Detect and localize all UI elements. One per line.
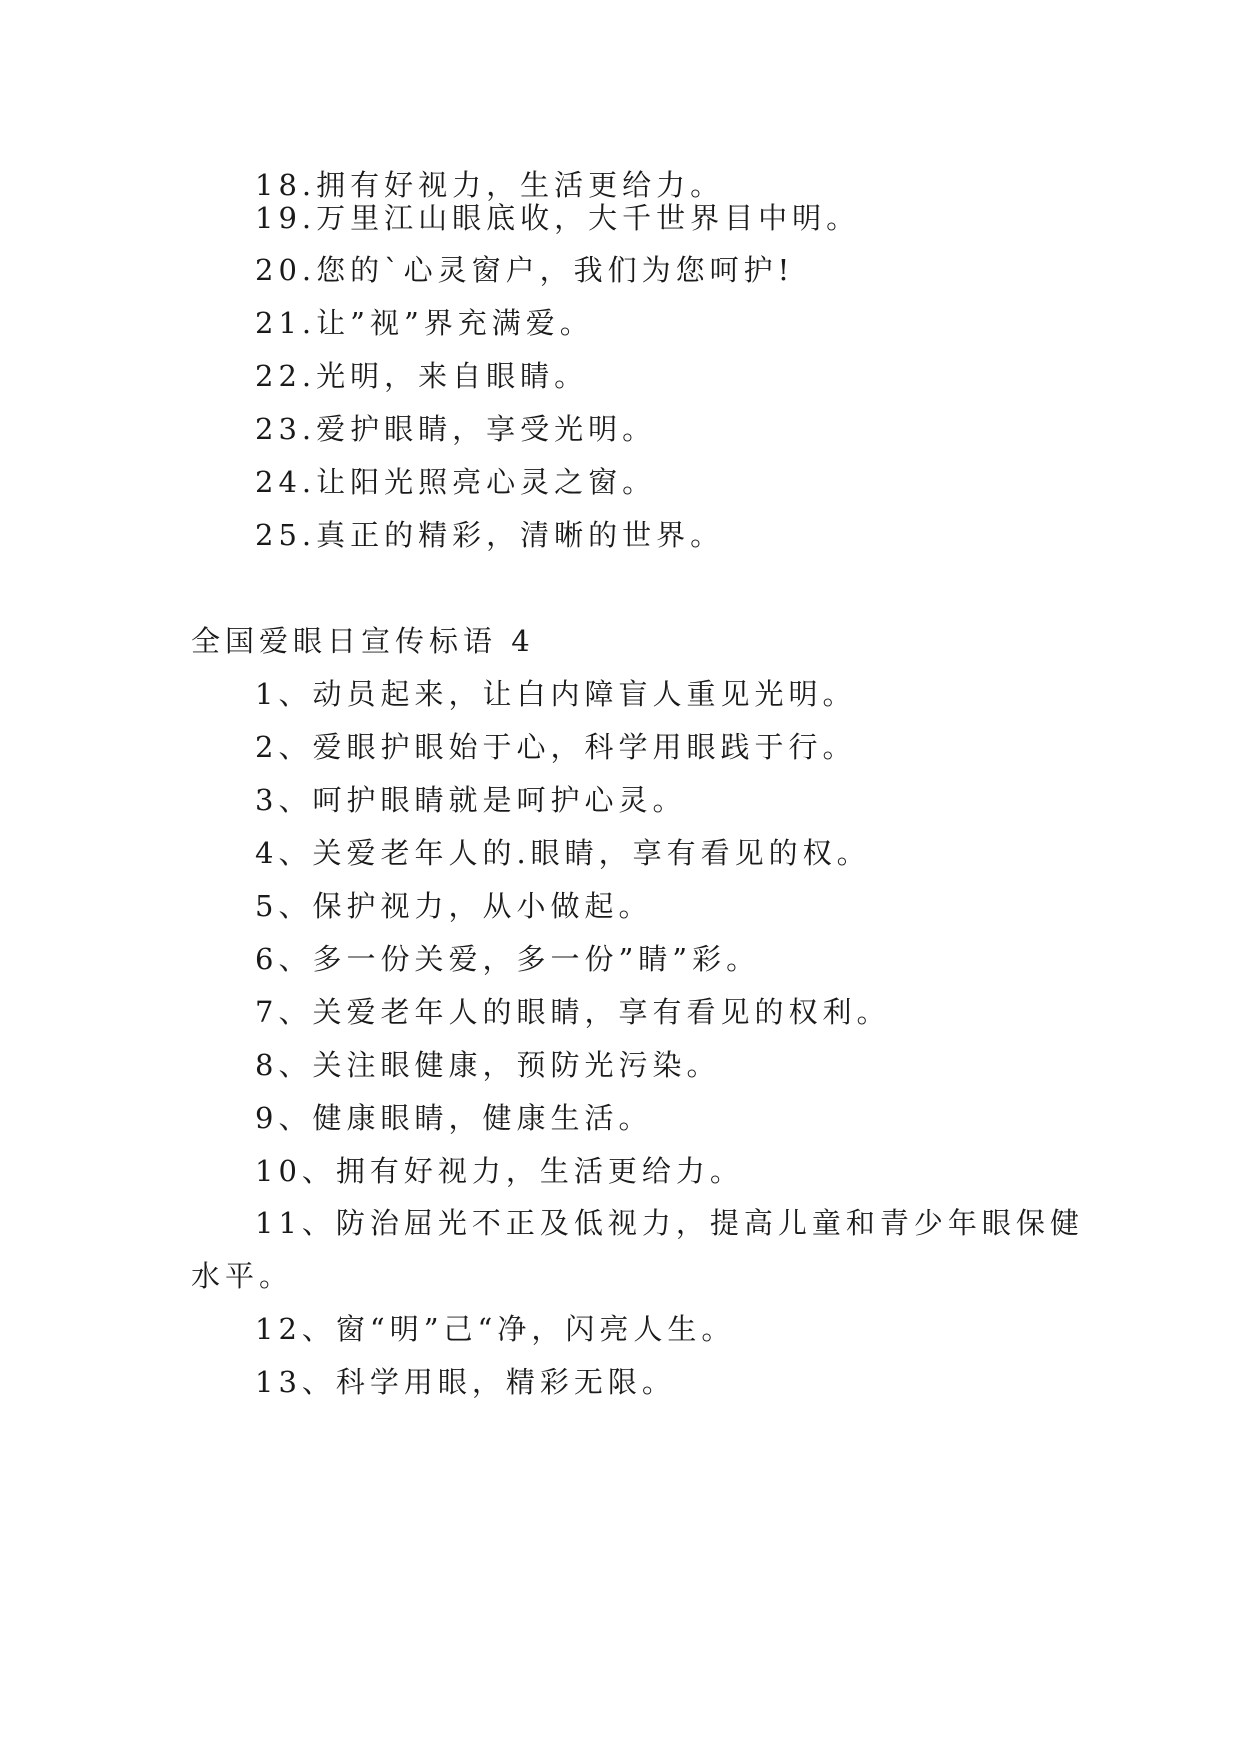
slogan-item-13: 13、科学用眼，精彩无限。 (255, 1365, 676, 1399)
slogan-item-25: 25.真正的精彩，清晰的世界。 (255, 518, 725, 552)
slogan-item-23: 23.爱护眼睛，享受光明。 (255, 412, 657, 446)
slogan-item-20: 20.您的`心灵窗户，我们为您呵护! (255, 253, 795, 287)
section-heading: 全国爱眼日宣传标语 4 (191, 624, 535, 658)
slogan-item-11: 11、防治屈光不正及低视力，提高儿童和青少年眼保健 (255, 1206, 1084, 1240)
slogan-item-2: 2、爱眼护眼始于心，科学用眼践于行。 (255, 730, 857, 764)
slogan-item-1: 1、动员起来，让白内障盲人重见光明。 (255, 677, 857, 711)
slogan-item-18: 18.拥有好视力，生活更给力。 (255, 168, 725, 202)
slogan-item-22: 22.光明，来自眼睛。 (255, 359, 589, 393)
slogan-item-4: 4、关爱老年人的.眼睛，享有看见的权。 (255, 836, 871, 870)
slogan-item-8: 8、关注眼健康，预防光污染。 (255, 1048, 721, 1082)
slogan-item-11-continuation: 水平。 (191, 1259, 294, 1293)
slogan-item-12: 12、窗“明”己“净，闪亮人生。 (255, 1312, 736, 1346)
slogan-item-5: 5、保护视力，从小做起。 (255, 889, 653, 923)
slogan-item-19: 19.万里江山眼底收，大千世界目中明。 (255, 201, 861, 235)
slogan-item-7: 7、关爱老年人的眼睛，享有看见的权利。 (255, 995, 891, 1029)
slogan-item-24: 24.让阳光照亮心灵之窗。 (255, 465, 657, 499)
slogan-item-9: 9、健康眼睛，健康生活。 (255, 1101, 653, 1135)
slogan-item-6: 6、多一份关爱，多一份”睛”彩。 (255, 942, 761, 976)
slogan-item-21: 21.让”视”界充满爱。 (255, 306, 594, 340)
slogan-item-10: 10、拥有好视力，生活更给力。 (255, 1154, 744, 1188)
slogan-item-3: 3、呵护眼睛就是呵护心灵。 (255, 783, 687, 817)
